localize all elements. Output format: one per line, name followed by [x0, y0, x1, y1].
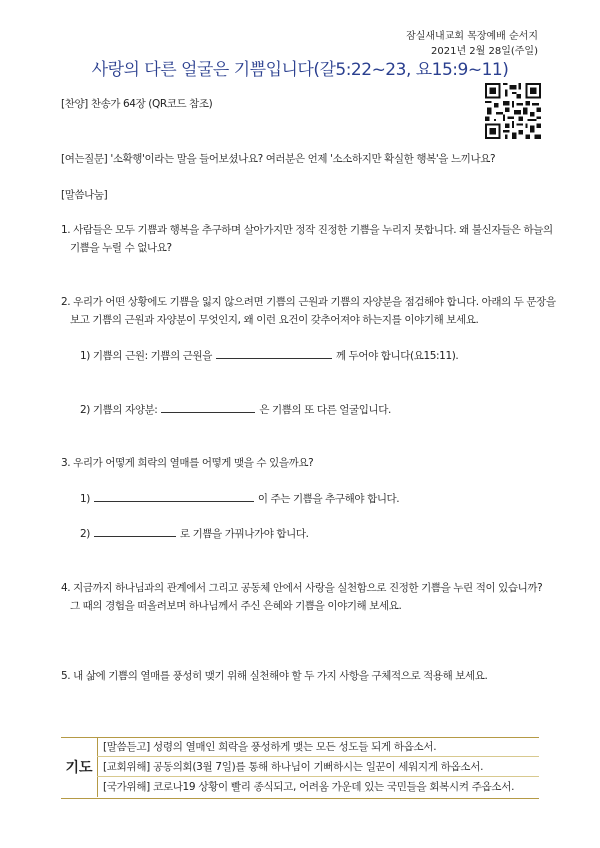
opening-question: [61, 151, 495, 166]
question-3-item-2: [80, 525, 309, 541]
qr-code-icon[interactable]: [485, 83, 541, 139]
hymn-text: 찬송가 64장: [90, 98, 146, 110]
blank-field-cultivate[interactable]: [94, 525, 176, 537]
q3-item-1-prefix: 1): [80, 493, 90, 505]
question-2-item-1: [80, 347, 458, 363]
opening-text: '소확행'이라는 말을 들어보셨나요? 여러분은 언제 '소소하지만 확실한 행복'을 느끼나요?: [110, 153, 496, 165]
q3-item-2-suffix: 로 기쁨을 가꿔나가야 합니다.: [179, 528, 309, 540]
hymn-line: [61, 96, 212, 111]
question-1-line-1: 1. 사람들은 모두 기쁨과 행복을 추구하며 살아가지만 정작 진정한 기쁨을 누리지 못합니다. 왜 불신자들은 하늘의: [61, 224, 553, 236]
q2-item-2-prefix: 2) 기쁨의 자양분:: [80, 404, 158, 416]
prayer-item-sermon: [말씀듣고] 성령의 열매인 희락을 풍성하게 맺는 모든 성도들 되게 하옵소서.: [97, 737, 539, 757]
hymn-tag: [찬양]: [61, 98, 88, 110]
prayer-label: 기도: [61, 737, 98, 797]
prayer-item-church: [교회위해] 공동의회(3월 7일)를 통해 하나님이 기뻐하시는 일꾼이 세워지게 하옵소서.: [97, 757, 539, 777]
sharing-tag: [말씀나눔]: [61, 189, 108, 201]
question-3-item-1: [80, 490, 399, 506]
question-3-line-1: 3. 우리가 어떻게 희락의 열매를 어떻게 맺을 수 있을까요?: [61, 457, 314, 469]
question-2-line-1: 2. 우리가 어떤 상황에도 기쁨을 잃지 않으려면 기쁨의 근원과 기쁨의 자양분을 점검해야 합니다. 아래의 두 문장을: [61, 296, 556, 308]
opening-tag: [여는질문]: [61, 153, 108, 165]
question-1-line-2: 기쁨을 누릴 수 없나요?: [70, 242, 172, 254]
header-church-name: 잠실새내교회 목장예배 순서지: [406, 31, 538, 42]
q2-item-2-suffix: 은 기쁨의 또 다른 얼굴입니다.: [259, 404, 391, 416]
q3-item-2-prefix: 2): [80, 528, 90, 540]
blank-field-nourishment[interactable]: [161, 401, 255, 413]
page-title: 사랑의 다른 얼굴은 기쁨입니다(갈5:22~23, 요15:9~11): [91, 60, 509, 80]
q2-item-1-prefix: 1) 기쁨의 근원: 기쁨의 근원을: [80, 350, 213, 362]
q3-item-1-suffix: 이 주는 기쁨을 추구해야 합니다.: [257, 493, 400, 505]
blank-field-source[interactable]: [216, 347, 332, 359]
question-4-line-2: 그 때의 경험을 떠올려보며 하나님께서 주신 은혜와 기쁨을 이야기해 보세요.: [70, 600, 402, 612]
blank-field-joy-source[interactable]: [94, 490, 254, 502]
question-4-line-1: 4. 지금까지 하나님과의 관계에서 그리고 공동체 안에서 사랑을 실천함으로 진정한 기쁨을 누린 적이 있습니까?: [61, 582, 543, 594]
prayer-item-nation: [국가위해] 코로나19 상황이 빨리 종식되고, 어려움 가운데 있는 국민들을 회복시켜 주옵소서.: [103, 781, 515, 793]
question-5-line-1: 5. 내 삶에 기쁨의 열매를 풍성히 맺기 위해 실천해야 할 두 가지 사항을 구체적으로 적용해 보세요.: [61, 670, 488, 682]
header-date: 2021년 2월 28일(주일): [431, 46, 538, 57]
hymn-note: (QR코드 참조): [148, 98, 213, 110]
question-2-line-2: 보고 기쁨의 근원과 자양분이 무엇인지, 왜 이런 요건이 갖추어져야 하는지를 이야기해 보세요.: [70, 314, 479, 326]
question-2-item-2: [80, 401, 391, 417]
q2-item-1-suffix: 께 두어야 합니다(요15:11).: [335, 350, 459, 362]
